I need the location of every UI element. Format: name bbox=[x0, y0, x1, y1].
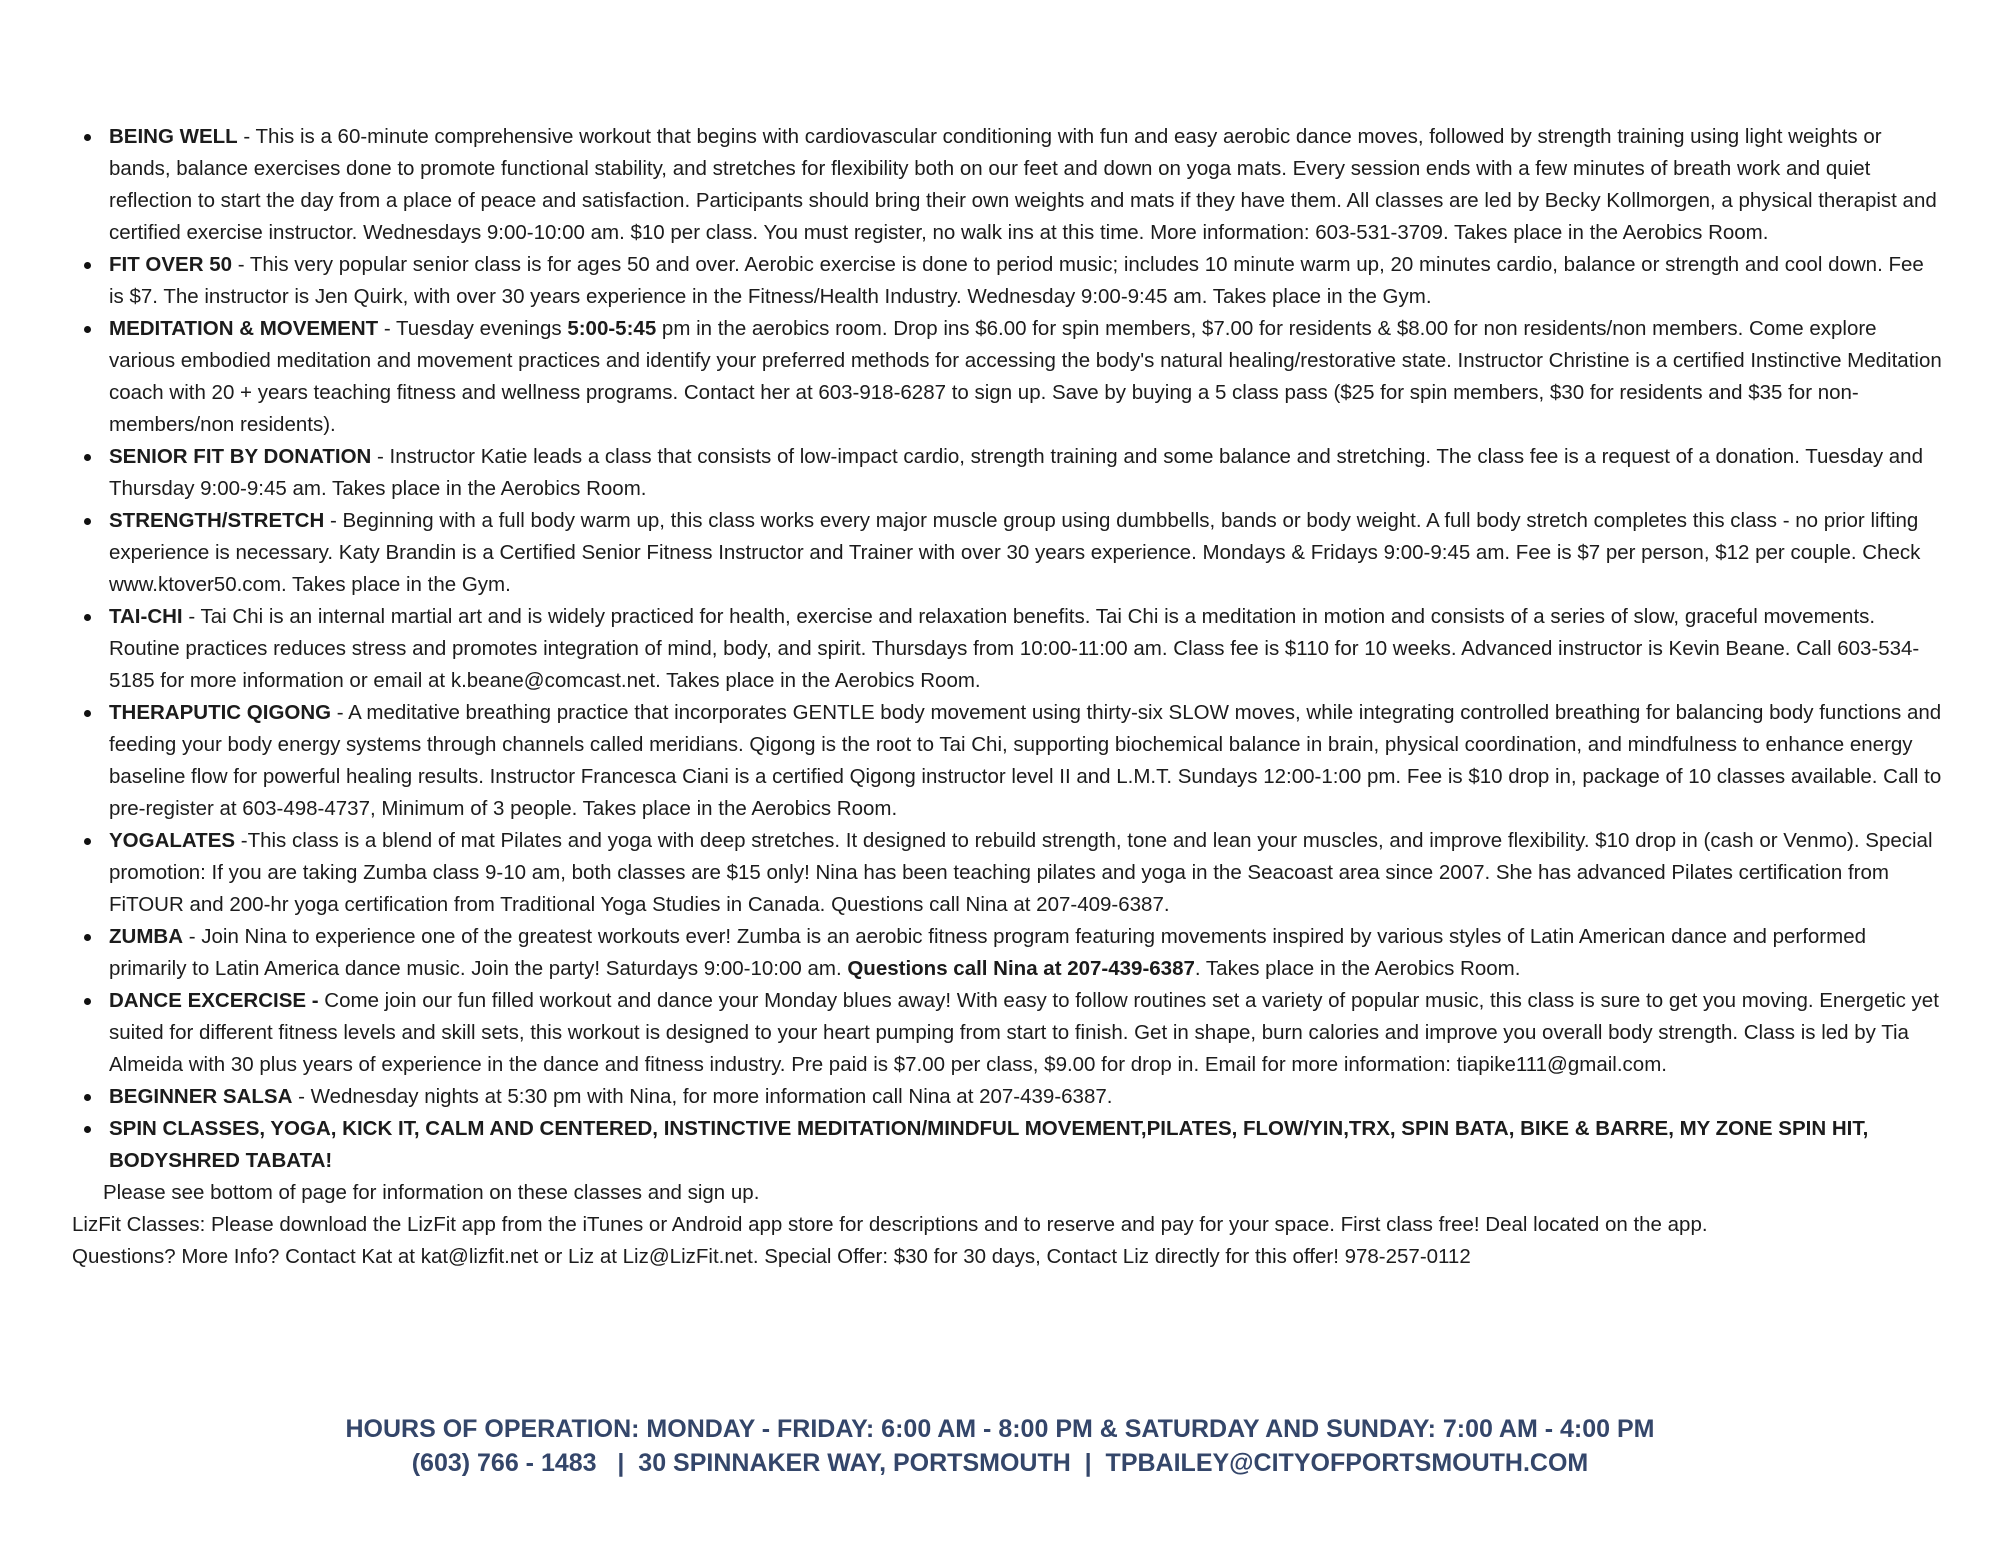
class-name: STRENGTH/STRETCH bbox=[109, 509, 325, 532]
class-time: 5:00-5:45 bbox=[567, 317, 657, 340]
hours-of-operation: HOURS OF OPERATION: MONDAY - FRIDAY: 6:00 AM - 8:00 PM & SATURDAY AND SUNDAY: 7:00 AM - 4:00 PM bbox=[345, 1415, 1655, 1443]
list-item-being-well bbox=[72, 121, 1942, 249]
class-description: - A meditative breathing practice that incorporates GENTLE body movement using thirty-six SLOW moves, while integrating controlled breathing for balancing body functions and feeding your body energy systems through channels called meridians. Qigong is the root to Tai Chi, supporting biochemical balance in brain, physical coordination, and mindfulness to enhance energy baseline flow for powerful healing results. Instructor Francesca Ciani is a certified Qigong instructor level II and L.M.T. Sundays 12:00-1:00 pm. Fee is $10 drop in, package of 10 classes available. Call to pre-register at 603-498-4737, Minimum of 3 people. Takes place in the Aerobics Room. bbox=[109, 701, 1942, 820]
list-item-dance-exercise bbox=[72, 985, 1942, 1081]
list-item-meditation-movement bbox=[72, 313, 1942, 441]
list-item-yogalates bbox=[72, 825, 1942, 921]
class-description: - Beginning with a full body warm up, this class works every major muscle group using dumbbells, bands or body weight. A full body stretch completes this class - no prior lifting experience is necessary. Katy Brandin is a Certified Senior Fitness Instructor and Trainer with over 30 years experience. Mondays & Fridays 9:00-9:45 am. Fee is $7 per person, $12 per couple. Check www.ktover50.com. Takes place in the Gym. bbox=[109, 509, 1921, 596]
class-description: - Join Nina to experience one of the greatest workouts ever! Zumba is an aerobic fitness program featuring movements inspired by various styles of Latin American dance and performed primarily to Latin America dance music. Join the party! Saturdays 9:00-10:00 am. bbox=[109, 925, 1867, 980]
list-item-tai-chi bbox=[72, 601, 1942, 697]
list-item-zumba bbox=[72, 921, 1942, 985]
class-name: TAI-CHI bbox=[109, 605, 183, 628]
lizfit-info-line-1: LizFit Classes: Please download the LizFit app from the iTunes or Android app store for descriptions and to reserve and pay for your space. First class free! Deal located on the app. bbox=[72, 1213, 1708, 1236]
class-name: DANCE EXCERCISE - bbox=[109, 989, 319, 1012]
footer bbox=[0, 1412, 2000, 1480]
class-name: MEDITATION & MOVEMENT bbox=[109, 317, 379, 340]
class-contact: Questions call Nina at 207-439-6387 bbox=[847, 957, 1195, 980]
class-list bbox=[72, 121, 1942, 1177]
class-description-continued: pm in the aerobics room. Drop ins $6.00 for spin members, $7.00 for residents & $8.00 for non residents/non members. Come explore various embodied meditation and movement practices and identify your preferred methods for accessing the body's natural healing/restorative state. Instructor Christine is a certified Instinctive Meditation coach with 20 + years teaching fitness and wellness programs. Contact her at 603-918-6287 to sign up. Save by buying a 5 class pass ($25 for spin members, $30 for residents and $35 for non-members/non residents). bbox=[109, 317, 1942, 436]
sign-up-note: Please see bottom of page for information on these classes and sign up. bbox=[103, 1181, 760, 1204]
class-name: SENIOR FIT BY DONATION bbox=[109, 445, 372, 468]
other-classes-list: SPIN CLASSES, YOGA, KICK IT, CALM AND CENTERED, INSTINCTIVE MEDITATION/MINDFUL MOVEMENT,PILATES, FLOW/YIN,TRX, SPIN BATA, BIKE & BARRE, MY ZONE SPIN HIT, BODYSHRED TABATA! bbox=[109, 1117, 1869, 1172]
class-name: YOGALATES bbox=[109, 829, 236, 852]
class-name: BEING WELL bbox=[109, 125, 238, 148]
class-description: - Tai Chi is an internal martial art and is widely practiced for health, exercise and relaxation benefits. Tai Chi is a meditation in motion and consists of a series of slow, graceful movements. Routine practices reduces stress and promotes integration of mind, body, and spirit. Thursdays from 10:00-11:00 am. Class fee is $110 for 10 weeks. Advanced instructor is Kevin Beane. Call 603-534-5185 for more information or email at k.beane@comcast.net. Takes place in the Aerobics Room. bbox=[109, 605, 1920, 692]
class-name: BEGINNER SALSA bbox=[109, 1085, 293, 1108]
class-description: - Tuesday evenings bbox=[378, 317, 568, 340]
class-name: ZUMBA bbox=[109, 925, 184, 948]
contact-line: (603) 766 - 1483 | 30 SPINNAKER WAY, PORTSMOUTH | TPBAILEY@CITYOFPORTSMOUTH.COM bbox=[411, 1449, 1589, 1477]
lizfit-info-line-2: Questions? More Info? Contact Kat at kat@lizfit.net or Liz at Liz@LizFit.net. Special Offer: $30 for 30 days, Contact Liz directly for this offer! 978-257-0112 bbox=[72, 1245, 1471, 1268]
class-description: -This class is a blend of mat Pilates and yoga with deep stretches. It designed to rebuild strength, tone and lean your muscles, and improve flexibility. $10 drop in (cash or Venmo). Special promotion: If you are taking Zumba class 9-10 am, both classes are $15 only! Nina has been teaching pilates and yoga in the Seacoast area since 2007. She has advanced Pilates certification from FiTOUR and 200-hr yoga certification from Traditional Yoga Studies in Canada. Questions call Nina at 207-409-6387. bbox=[109, 829, 1933, 916]
class-description: - This is a 60-minute comprehensive workout that begins with cardiovascular conditioning with fun and easy aerobic dance moves, followed by strength training using light weights or bands, balance exercises done to promote functional stability, and stretches for flexibility both on our feet and down on yoga mats. Every session ends with a few minutes of breath work and quiet reflection to start the day from a place of peace and satisfaction. Participants should bring their own weights and mats if they have them. All classes are led by Becky Kollmorgen, a physical therapist and certified exercise instructor. Wednesdays 9:00-10:00 am. $10 per class. You must register, no walk ins at this time. More information: 603-531-3709. Takes place in the Aerobics Room. bbox=[109, 125, 1937, 244]
list-item-senior-fit bbox=[72, 441, 1942, 505]
class-description: - Instructor Katie leads a class that consists of low-impact cardio, strength training and some balance and stretching. The class fee is a request of a donation. Tuesday and Thursday 9:00-9:45 am. Takes place in the Aerobics Room. bbox=[109, 445, 1923, 500]
class-description-continued: . Takes place in the Aerobics Room. bbox=[1194, 957, 1521, 980]
list-item-beginner-salsa bbox=[72, 1081, 1942, 1113]
list-item-strength-stretch bbox=[72, 505, 1942, 601]
class-name: THERAPUTIC QIGONG bbox=[109, 701, 332, 724]
class-description: - This very popular senior class is for ages 50 and over. Aerobic exercise is done to period music; includes 10 minute warm up, 20 minutes cardio, balance or strength and cool down. Fee is $7. The instructor is Jen Quirk, with over 30 years experience in the Fitness/Health Industry. Wednesday 9:00-9:45 am. Takes place in the Gym. bbox=[109, 253, 1924, 308]
list-item-fit-over-50 bbox=[72, 249, 1942, 313]
class-name: FIT OVER 50 bbox=[109, 253, 233, 276]
class-description: Come join our fun filled workout and dance your Monday blues away! With easy to follow routines set a variety of popular music, this class is sure to get you moving. Energetic yet suited for different fitness levels and skill sets, this workout is designed to your heart pumping from start to finish. Get in shape, burn calories and improve you overall body strength. Class is led by Tia Almeida with 30 plus years of experience in the dance and fitness industry. Pre paid is $7.00 per class, $9.00 for drop in. Email for more information: tiapike111@gmail.com. bbox=[109, 989, 1939, 1076]
class-listing bbox=[72, 121, 1942, 1273]
class-description: - Wednesday nights at 5:30 pm with Nina, for more information call Nina at 207-439-6387. bbox=[292, 1085, 1113, 1108]
list-item-qigong bbox=[72, 697, 1942, 825]
list-item-other-classes bbox=[72, 1113, 1942, 1177]
